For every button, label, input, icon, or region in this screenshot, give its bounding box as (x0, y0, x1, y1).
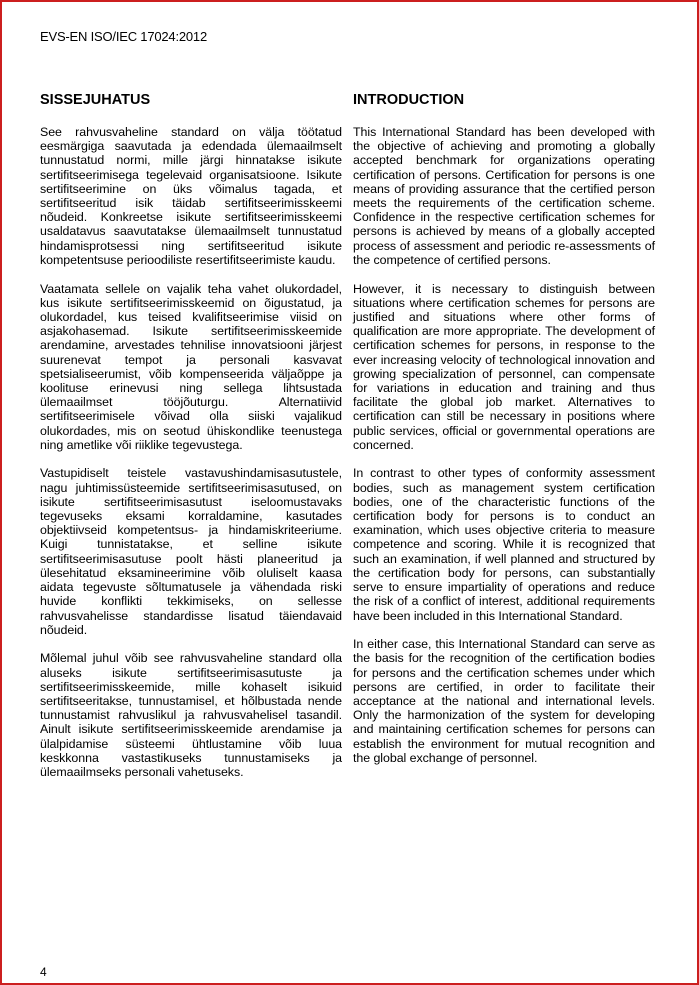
estonian-column (40, 92, 342, 794)
paragraph: This International Standard has been developed with the objective of achieving and promoting a globally accepted benchmark for organizations operating certification of persons. Certification for persons is one means of providing assurance that the certified person meets the requirements of the certification scheme. Confidence in the respective certification schemes for persons is achieved by means of a globally accepted process of assessment and periodic re-assessments of the competence of certified persons. (353, 125, 655, 267)
english-column (353, 92, 655, 780)
paragraph: Mõlemal juhul võib see rahvusvaheline standard olla aluseks isikute sertifitseerimisasutuste ja sertifitseerimisskeemide, mille kohaselt isikuid sertifitseeritakse, tunnustamisel, et hõlbustada nende tunnustamist rahvuslikul ja rahvusvahelisel tasandil. Ainult isikute sertifitseerimisskeemide arendamise ja ülalpidamise süsteemi ühtlustamine võib luua keskkonna vastastikuseks tunnustamiseks ja ülemaailmseks personali vahetuseks. (40, 651, 342, 780)
page-number: 4 (40, 965, 47, 979)
paragraph: Vaatamata sellele on vajalik teha vahet olukordadel, kus isikute sertifitseerimisskeemid on õigustatud, ja olukordadel, kus teised kvalifitseerimise viisid on asjakohasemad. Isikute sertifitseerimisskeemide arendamine, arvestades tehnilise innovatsiooni järjest suurenevat tempot ja personali kasvavat spetsialiseerumist, võib kompenseerida väljaõppe ja koolituse erinevusi ning sellega lihtsustada ülemaailmset tööjõuturgu. Alternatiivid sertifitseerimisele võivad olla siiski vajalikud olukordades, mis on seotud ühiskondlike teenustega ning ametlike või riiklike tegevustega. (40, 281, 342, 452)
paragraph: See rahvusvaheline standard on välja töötatud eesmärgiga saavutada ja edendada ülemaailmselt tunnustatud normi, mille järgi hinnatakse isikute sertifitseerimisega tegelevaid organisatsioone. Isikute sertifitseerimine on üks võimalus tagada, et sertifitseeritud isik täidab sertifitseerimisskeemi nõudeid. Konkreetse isikute sertifitseerimisskeemi usaldatavus saavutatakse ülemaailmselt tunnustatud hindamisprotsessi ning sertifitseeritud isikute kompetentsuse perioodiliste resertifitseerimiste kaudu. (40, 125, 342, 267)
section-heading-english: INTRODUCTION (353, 92, 465, 108)
section-heading-estonian: SISSEJUHATUS (40, 92, 151, 108)
paragraph: However, it is necessary to distinguish between situations where certification schemes for persons are justified and situations where other forms of qualification are more appropriate. The development of certification schemes for persons, in response to the ever increasing velocity of technological innovation and growing specialization of personnel, can compensate for variations in education and training and thus facilitate the global job market. Alternatives to certification can still be necessary in positions where public services, official or governmental operations are concerned. (353, 281, 655, 452)
document-id-header: EVS-EN ISO/IEC 17024:2012 (40, 29, 207, 44)
paragraph: Vastupidiselt teistele vastavushindamisasutustele, nagu juhtimissüsteemide sertifitseerimisasutused, on isikute sertifitseerimisasutust iseloomustavaks tegevuseks eksami korraldamine, kasutades objektiivseid kompetentsus- ja hindamiskriteeriume. Kuigi tunnistatakse, et selline isikute sertifitseerimisasutuse poolt hästi planeeritud ja ülesehitatud eksamineerimine võib oluliselt kaasa aidata tegevuste sõltumatusele ja vähendada riski huvide konflikti tekkimiseks, on sellesse rahvusvahelisse standardisse lisatud täiendavaid nõudeid. (40, 466, 342, 637)
paragraph: In either case, this International Standard can serve as the basis for the recognition of the certification bodies for persons and the certification schemes under which persons are certified, in order to facilitate their acceptance at the national and international levels. Only the harmonization of the system for developing and maintaining certification schemes for persons can establish the environment for mutual recognition and the global exchange of personnel. (353, 637, 655, 765)
paragraph: In contrast to other types of conformity assessment bodies, such as management system certification bodies, one of the characteristic functions of the certification body for persons is to conduct an examination, which uses objective criteria to measure competence and scoring. While it is recognized that such an examination, if well planned and structured by the certification body for persons, can substantially serve to ensure impartiality of operations and reduce the risk of a conflict of interest, additional requirements have been included in this International Standard. (353, 466, 655, 623)
